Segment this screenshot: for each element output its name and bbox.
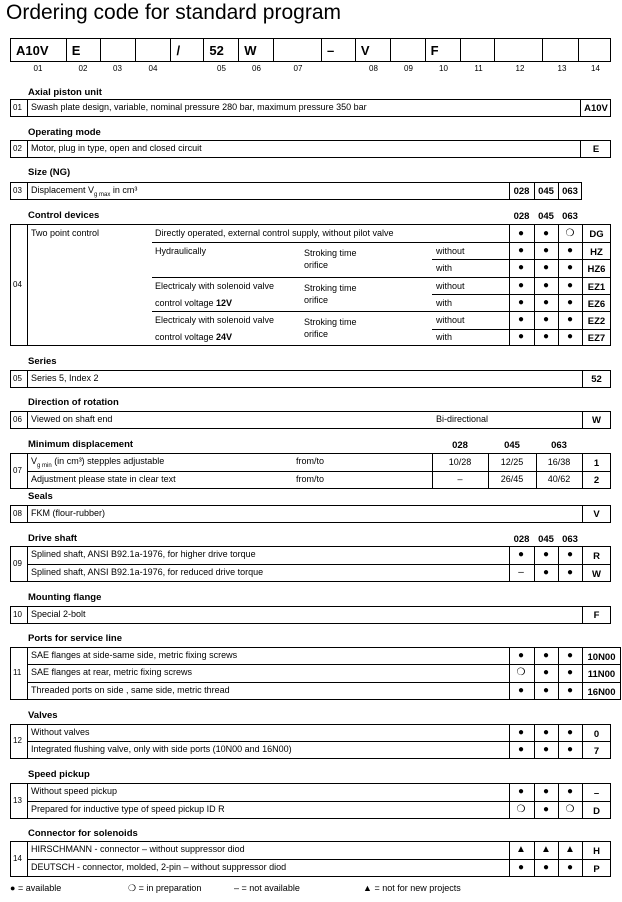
- stroking-label: Stroking time: [304, 317, 357, 327]
- option-code: F: [593, 610, 600, 621]
- position-number: 12: [515, 64, 525, 73]
- size-code: 028: [513, 186, 530, 197]
- position-number: 05: [217, 64, 226, 73]
- without-label: without: [436, 315, 465, 325]
- option-code: 2: [593, 475, 600, 486]
- available-symbol: ●: [517, 786, 525, 797]
- preparation-symbol: ❍: [516, 804, 526, 815]
- available-symbol: ●: [517, 650, 525, 661]
- orifice-label: orifice: [304, 260, 329, 270]
- size-code: 063: [562, 186, 578, 197]
- available-symbol: ●: [566, 650, 574, 661]
- option-code: EZ2: [587, 316, 606, 327]
- position-number: [171, 62, 204, 73]
- section-box: [10, 606, 611, 624]
- legend-available: ● = available: [10, 883, 62, 893]
- not-available-symbol: –: [518, 567, 524, 578]
- displacement-value: 26/45: [500, 474, 524, 484]
- position-number: 10: [439, 64, 448, 73]
- option-code: R: [593, 551, 600, 562]
- control-label: Two point control: [31, 228, 100, 238]
- section-heading: Axial piston unit: [28, 87, 102, 98]
- available-symbol: ●: [566, 245, 574, 256]
- position-number: 14: [591, 64, 600, 73]
- option-code: HZ6: [587, 264, 606, 275]
- section-number: 01: [13, 103, 22, 112]
- section-heading: Control devices: [28, 210, 100, 221]
- option-text: SAE flanges at side-same side, metric fixing screws: [31, 650, 238, 660]
- available-symbol: ●: [517, 228, 525, 239]
- control-type: Hydraulically: [155, 246, 207, 256]
- option-text: Displacement $V_{g max}$ in cm³: [31, 185, 138, 198]
- code-cell: [461, 39, 496, 61]
- orifice-label: orifice: [304, 295, 329, 305]
- available-symbol: ●: [542, 262, 550, 273]
- available-symbol: ●: [566, 297, 574, 308]
- section-heading: Series: [28, 356, 57, 367]
- displacement-value: 12/25: [500, 457, 524, 467]
- code-cell: F: [426, 39, 461, 61]
- option-code: EZ1: [587, 282, 606, 293]
- available-symbol: ●: [517, 862, 525, 873]
- fromto-label: from/to: [296, 456, 325, 466]
- option-text: Swash plate design, variable, nominal pressure 280 bar, maximum pressure 350 bar: [31, 102, 367, 112]
- option-code: 10N00: [587, 652, 616, 663]
- section-heading: Operating mode: [28, 127, 101, 138]
- option-text: Special 2-bolt: [31, 609, 86, 619]
- code-cell: A10V: [11, 39, 67, 61]
- fromto-label: from/to: [296, 474, 325, 484]
- available-symbol: ●: [517, 727, 525, 738]
- code-cell: [543, 39, 579, 61]
- section-number: 08: [13, 509, 22, 518]
- position-number: 01: [33, 64, 43, 73]
- available-symbol: ●: [566, 862, 574, 873]
- position-numbers: [10, 62, 611, 73]
- code-cell: [136, 39, 172, 61]
- section-number: 04: [13, 280, 22, 289]
- size-code: 045: [538, 186, 554, 197]
- option-code: 11N00: [587, 669, 616, 680]
- available-symbol: ●: [566, 667, 574, 678]
- section-heading: Minimum displacement: [28, 439, 134, 450]
- control-voltage: control voltage 24V: [155, 332, 233, 342]
- option-text: Splined shaft, ANSI B92.1a-1976, for reduced drive torque: [31, 567, 264, 577]
- section-number: 03: [13, 186, 22, 195]
- option-code: 52: [591, 374, 602, 385]
- option-text: Series 5, Index 2: [31, 373, 99, 383]
- size-code: 028: [452, 440, 468, 451]
- option-text: Directly operated, external control supply, without pilot valve: [155, 228, 394, 238]
- section-number: 14: [13, 854, 22, 863]
- position-number: 08: [369, 64, 378, 73]
- available-symbol: ●: [517, 262, 525, 273]
- position-number: 06: [252, 64, 261, 73]
- position-number: 07: [293, 64, 303, 73]
- option-text: FKM (flour-rubber): [31, 508, 106, 518]
- section-heading: Drive shaft: [28, 533, 78, 544]
- position-number: 13: [557, 64, 567, 73]
- option-text: Without valves: [31, 727, 90, 737]
- size-code: 028: [513, 534, 530, 545]
- size-code: 063: [562, 211, 578, 222]
- available-symbol: ●: [542, 549, 550, 560]
- section-heading: Connector for solenoids: [28, 828, 138, 839]
- available-symbol: ●: [566, 685, 574, 696]
- size-code: 063: [551, 440, 567, 451]
- section-heading: Seals: [28, 491, 53, 502]
- available-symbol: ●: [517, 331, 525, 342]
- option-text: Adjustment please state in clear text: [31, 474, 176, 484]
- option-text: Without speed pickup: [31, 786, 118, 796]
- with-label: with: [436, 298, 453, 308]
- available-symbol: ●: [566, 314, 574, 325]
- size-code: 045: [538, 534, 554, 545]
- size-code: 045: [538, 211, 554, 222]
- preparation-symbol: ❍: [565, 228, 575, 239]
- available-symbol: ●: [542, 862, 550, 873]
- position-number: 11: [474, 64, 483, 73]
- section-number: 05: [13, 374, 22, 383]
- control-type: Electricaly with solenoid valve: [155, 315, 275, 325]
- control-voltage: control voltage 12V: [155, 298, 233, 308]
- available-symbol: ●: [566, 567, 574, 578]
- option-code: W: [592, 569, 601, 580]
- option-code: HZ: [590, 247, 603, 258]
- available-symbol: ●: [517, 549, 525, 560]
- not-new-symbol: ▲: [541, 844, 551, 855]
- code-cell: [391, 39, 426, 61]
- available-symbol: ●: [542, 744, 550, 755]
- available-symbol: ●: [517, 685, 525, 696]
- option-code: 0: [593, 729, 600, 740]
- code-cell: V: [356, 39, 391, 61]
- not-new-symbol: ▲: [565, 844, 575, 855]
- available-symbol: ●: [542, 567, 550, 578]
- available-symbol: ●: [542, 245, 550, 256]
- available-symbol: ●: [517, 297, 525, 308]
- option-text: Prepared for inductive type of speed pickup ID R: [31, 804, 225, 814]
- option-code: D: [593, 806, 600, 817]
- available-symbol: ●: [566, 262, 574, 273]
- available-symbol: ●: [566, 331, 574, 342]
- available-symbol: ●: [517, 314, 525, 325]
- stroking-label: Stroking time: [304, 283, 357, 293]
- option-code: DG: [589, 229, 604, 240]
- code-cell: [101, 39, 136, 61]
- available-symbol: ●: [566, 280, 574, 291]
- size-code: 045: [504, 440, 520, 451]
- option-text: Threaded ports on side , same side, metric thread: [31, 685, 230, 695]
- option-text: Motor, plug in type, open and closed circuit: [31, 143, 202, 153]
- control-type: Electricaly with solenoid valve: [155, 281, 275, 291]
- option-code: –: [593, 788, 600, 799]
- available-symbol: ●: [542, 228, 550, 239]
- available-symbol: ●: [542, 280, 550, 291]
- available-symbol: ●: [542, 331, 550, 342]
- section-number: 13: [13, 796, 22, 805]
- option-code: 1: [593, 458, 600, 469]
- section-number: 10: [13, 610, 22, 619]
- code-cell: 52: [204, 39, 239, 61]
- code-cell: /: [171, 39, 204, 61]
- option-code: E: [592, 144, 600, 155]
- code-cell: [274, 39, 322, 61]
- preparation-symbol: ❍: [516, 667, 526, 678]
- code-cell: W: [239, 39, 274, 61]
- section-number: 07: [13, 466, 22, 475]
- section-box: [10, 370, 611, 388]
- section-number: 02: [13, 144, 22, 153]
- option-text: DEUTSCH - connector, molded, 2-pin – without suppressor diod: [31, 862, 287, 872]
- available-symbol: ●: [542, 297, 550, 308]
- page-title: Ordering code for standard program: [6, 1, 342, 24]
- stroking-label: Stroking time: [304, 248, 357, 258]
- option-code: W: [592, 415, 601, 426]
- option-text: Splined shaft, ANSI B92.1a-1976, for higher drive torque: [31, 549, 256, 559]
- available-symbol: ●: [542, 314, 550, 325]
- size-code: 028: [513, 211, 530, 222]
- section-number: 09: [13, 559, 22, 568]
- section-heading: Size (NG): [28, 167, 71, 178]
- option-text: $V_{g min}$ (in cm³) stepples adjustable: [31, 456, 165, 469]
- available-symbol: ●: [542, 804, 550, 815]
- available-symbol: ●: [566, 549, 574, 560]
- option-code: 16N00: [587, 687, 616, 698]
- ordering-code-cells: [10, 38, 611, 62]
- available-symbol: ●: [542, 786, 550, 797]
- available-symbol: ●: [542, 727, 550, 738]
- legend-not-available: – = not available: [234, 883, 300, 893]
- option-text: SAE flanges at rear, metric fixing screws: [31, 667, 193, 677]
- without-label: without: [436, 246, 465, 256]
- code-cell: E: [67, 39, 101, 61]
- section-number: 11: [13, 668, 22, 677]
- legend-not-new: ▲ = not for new projects: [363, 883, 461, 893]
- available-symbol: ●: [517, 744, 525, 755]
- displacement-value: 40/62: [547, 474, 571, 484]
- available-symbol: ●: [542, 685, 550, 696]
- legend-preparation: ❍ = in preparation: [128, 883, 202, 893]
- position-number: 09: [404, 64, 413, 73]
- displacement-value: 16/38: [547, 457, 571, 467]
- displacement-value: –: [457, 474, 463, 484]
- section-heading: Ports for service line: [28, 633, 122, 644]
- option-code: EZ7: [587, 333, 606, 344]
- orifice-label: orifice: [304, 329, 329, 339]
- section-heading: Direction of rotation: [28, 397, 119, 408]
- option-extra: Bi-directional: [436, 414, 489, 424]
- size-code: 063: [562, 534, 578, 545]
- code-cell: [495, 39, 543, 61]
- option-code: V: [593, 509, 600, 520]
- available-symbol: ●: [517, 245, 525, 256]
- code-cell: [579, 39, 610, 61]
- option-text: HIRSCHMANN - connector – without suppressor diod: [31, 844, 245, 854]
- position-number: 03: [113, 64, 122, 73]
- position-number: 02: [78, 64, 88, 73]
- available-symbol: ●: [542, 650, 550, 661]
- not-new-symbol: ▲: [516, 844, 526, 855]
- available-symbol: ●: [566, 786, 574, 797]
- available-symbol: ●: [542, 667, 550, 678]
- option-code: EZ6: [587, 299, 606, 310]
- section-heading: Mounting flange: [28, 592, 102, 603]
- option-text: Integrated flushing valve, only with side ports (10N00 and 16N00): [31, 744, 292, 754]
- option-code: A10V: [584, 103, 608, 114]
- option-code: H: [593, 846, 600, 857]
- available-symbol: ●: [517, 280, 525, 291]
- option-code: 7: [593, 746, 600, 757]
- displacement-value: 10/28: [448, 457, 472, 467]
- option-text: Viewed on shaft end: [31, 414, 113, 424]
- with-label: with: [436, 263, 453, 273]
- section-number: 06: [13, 415, 22, 424]
- option-code: P: [593, 864, 600, 875]
- section-number: 12: [13, 736, 22, 745]
- position-number: 04: [148, 64, 158, 73]
- position-number: [322, 62, 356, 73]
- preparation-symbol: ❍: [565, 804, 575, 815]
- available-symbol: ●: [566, 727, 574, 738]
- without-label: without: [436, 281, 465, 291]
- available-symbol: ●: [566, 744, 574, 755]
- section-heading: Valves: [28, 710, 58, 721]
- with-label: with: [436, 332, 453, 342]
- code-cell: –: [322, 39, 356, 61]
- section-heading: Speed pickup: [28, 769, 90, 780]
